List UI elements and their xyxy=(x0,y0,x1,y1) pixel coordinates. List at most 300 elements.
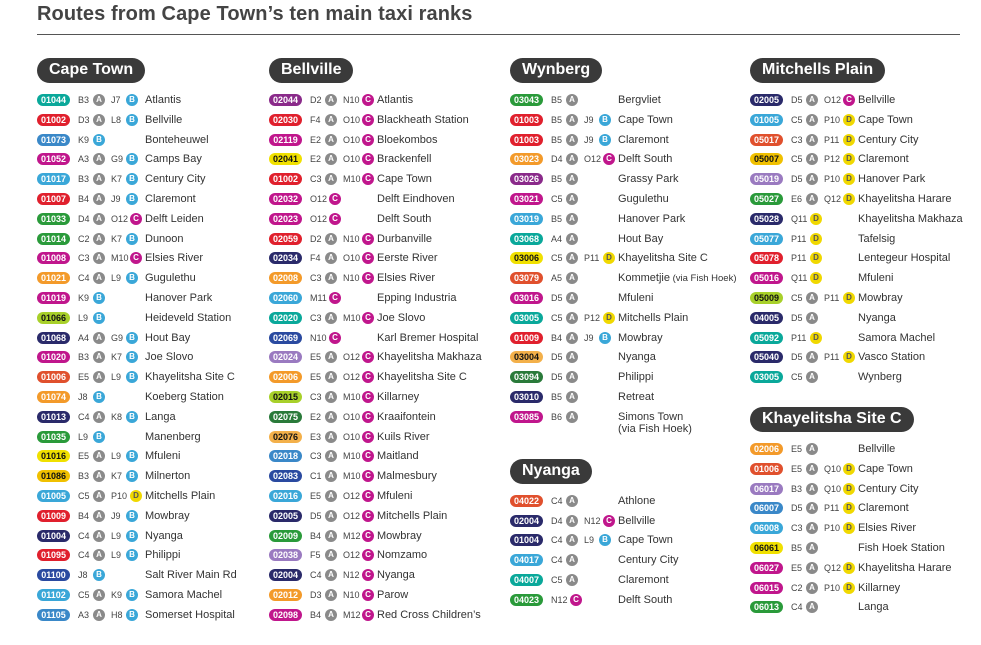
route-row[interactable] xyxy=(37,171,206,191)
route-row[interactable] xyxy=(510,211,686,231)
area-D-icon: D xyxy=(843,134,855,146)
route-row[interactable] xyxy=(510,92,661,112)
route-row[interactable] xyxy=(510,349,656,369)
route-row[interactable] xyxy=(510,191,669,211)
grid-ref: D5 xyxy=(310,510,322,521)
destination-name: Cape Town xyxy=(858,462,913,475)
column-2 xyxy=(269,58,482,645)
destination-name: Delft Eindhoven xyxy=(377,192,455,205)
destination-name: Mitchells Plain xyxy=(618,311,689,324)
destination-name: Killarney xyxy=(377,390,420,403)
route-row[interactable] xyxy=(750,270,914,290)
route-code-badge: 02038 xyxy=(269,549,302,561)
route-code-badge: 04017 xyxy=(510,554,543,566)
grid-ref: A5 xyxy=(551,273,563,284)
grid-ref: M12 xyxy=(343,609,361,620)
area-B-icon: B xyxy=(126,510,138,522)
destination-name: Century City xyxy=(858,482,919,495)
route-row[interactable] xyxy=(750,369,914,389)
area-A-icon: A xyxy=(806,94,818,106)
area-A-icon: A xyxy=(566,173,578,185)
destination-name: Bellville xyxy=(145,113,183,126)
area-A-icon: A xyxy=(806,562,818,574)
area-A-icon: A xyxy=(93,153,105,165)
route-row[interactable] xyxy=(750,132,919,152)
grid-ref: C4 xyxy=(551,495,563,506)
route-row[interactable] xyxy=(37,211,204,231)
grid-ref: J9 xyxy=(111,510,121,521)
destination-name: Fish Hoek Station xyxy=(858,541,945,554)
route-row[interactable] xyxy=(269,211,432,231)
destination-name: Hanover Park xyxy=(145,291,213,304)
grid-ref: C3 xyxy=(310,312,322,323)
route-row[interactable] xyxy=(750,112,914,132)
area-B-icon: B xyxy=(126,332,138,344)
route-code-badge: 05078 xyxy=(750,252,783,264)
route-row[interactable] xyxy=(750,349,926,369)
title-divider xyxy=(37,34,960,35)
route-row[interactable] xyxy=(750,461,914,481)
route-row[interactable] xyxy=(37,547,181,567)
route-row[interactable] xyxy=(750,211,963,231)
destination-name: Dunoon xyxy=(145,232,184,245)
grid-ref: K9 xyxy=(78,292,90,303)
area-A-icon: A xyxy=(325,411,337,423)
route-row[interactable] xyxy=(269,132,438,152)
route-row[interactable] xyxy=(37,92,182,112)
route-row[interactable] xyxy=(750,151,914,171)
destination-name: Lentegeur Hospital xyxy=(858,252,951,265)
route-row[interactable] xyxy=(37,409,176,429)
route-row[interactable] xyxy=(510,231,664,251)
area-A-icon: A xyxy=(325,94,337,106)
grid-ref: C4 xyxy=(310,570,322,581)
area-C-icon: C xyxy=(329,292,341,304)
area-A-icon: A xyxy=(806,443,818,455)
grid-ref: B5 xyxy=(551,114,563,125)
route-row[interactable] xyxy=(510,493,656,513)
destination-name: Delft Leiden xyxy=(145,212,204,225)
route-row[interactable] xyxy=(269,508,448,528)
destination-name: Samora Machel xyxy=(145,588,223,601)
area-A-icon: A xyxy=(93,272,105,284)
grid-ref: B4 xyxy=(310,609,322,620)
route-row[interactable] xyxy=(269,547,428,567)
grid-ref: B5 xyxy=(551,95,563,105)
grid-ref: D4 xyxy=(551,515,563,526)
grid-ref: O12 xyxy=(343,372,361,383)
area-A-icon: A xyxy=(325,569,337,581)
grid-ref: O10 xyxy=(343,411,361,422)
area-A-icon: A xyxy=(325,351,337,363)
route-row[interactable] xyxy=(37,488,216,508)
route-code-badge: 05077 xyxy=(750,233,783,245)
area-A-icon: A xyxy=(325,233,337,245)
route-row[interactable] xyxy=(510,572,669,592)
grid-ref: P10 xyxy=(824,114,841,125)
area-A-icon: A xyxy=(566,554,578,566)
route-row[interactable] xyxy=(269,231,433,251)
route-row[interactable] xyxy=(750,330,936,350)
route-row[interactable] xyxy=(510,290,654,310)
grid-ref: M10 xyxy=(343,312,361,323)
area-A-icon: A xyxy=(806,134,818,146)
destination-name: Joe Slovo xyxy=(377,311,426,324)
route-code-badge: 01102 xyxy=(37,589,70,601)
destination-name: Bergvliet xyxy=(618,94,661,106)
area-B-icon: B xyxy=(93,569,105,581)
route-row[interactable] xyxy=(37,389,224,409)
grid-ref: C2 xyxy=(78,233,90,244)
area-A-icon: A xyxy=(806,114,818,126)
route-row[interactable] xyxy=(510,310,689,330)
route-row[interactable] xyxy=(37,112,183,132)
route-code-badge: 01014 xyxy=(37,233,70,245)
route-code-badge: 02076 xyxy=(269,431,302,443)
area-C-icon: C xyxy=(362,134,374,146)
grid-ref: N12 xyxy=(343,570,360,581)
route-row[interactable] xyxy=(37,250,204,270)
destination-name: Delft South xyxy=(377,212,432,225)
destination-name: Cape Town xyxy=(618,534,673,547)
grid-ref: F4 xyxy=(310,253,321,264)
route-code-badge: 01005 xyxy=(37,490,70,502)
destination-name: Maitland xyxy=(377,450,419,463)
route-row[interactable] xyxy=(37,468,191,488)
area-B-icon: B xyxy=(599,534,611,546)
area-C-icon: C xyxy=(329,332,341,344)
grid-ref: J8 xyxy=(78,391,88,402)
route-row[interactable] xyxy=(37,270,196,290)
grid-ref: O10 xyxy=(343,253,361,264)
destination-note: (via Fish Hoek) xyxy=(618,422,692,435)
area-B-icon: B xyxy=(126,470,138,482)
grid-ref: A4 xyxy=(551,233,563,244)
area-A-icon: A xyxy=(806,351,818,363)
route-row[interactable] xyxy=(269,250,438,270)
grid-ref: P11 xyxy=(584,253,600,264)
route-code-badge: 01074 xyxy=(37,391,70,403)
area-D-icon: D xyxy=(843,153,855,165)
route-row[interactable] xyxy=(510,532,673,552)
route-row[interactable] xyxy=(269,409,436,429)
route-row[interactable] xyxy=(37,369,235,389)
route-row[interactable] xyxy=(510,112,673,132)
route-row[interactable] xyxy=(510,592,673,612)
grid-ref: P11 xyxy=(791,233,807,244)
area-C-icon: C xyxy=(130,252,142,264)
rank-header: Cape Town xyxy=(37,58,145,83)
grid-ref: E6 xyxy=(791,193,803,204)
route-row[interactable] xyxy=(37,330,191,350)
route-row[interactable] xyxy=(37,567,237,587)
route-row[interactable] xyxy=(269,488,413,508)
grid-ref: E5 xyxy=(310,372,322,383)
grid-ref: C3 xyxy=(791,134,803,145)
route-row[interactable] xyxy=(750,441,914,461)
route-row[interactable] xyxy=(750,599,914,619)
route-row[interactable] xyxy=(269,270,436,290)
route-code-badge: 02030 xyxy=(269,114,302,126)
route-row[interactable] xyxy=(750,310,914,330)
route-row[interactable] xyxy=(269,567,415,587)
area-A-icon: A xyxy=(93,371,105,383)
route-row[interactable] xyxy=(37,151,202,171)
route-row[interactable] xyxy=(750,92,914,112)
route-row[interactable] xyxy=(510,270,737,290)
area-C-icon: C xyxy=(362,351,374,363)
grid-ref: O10 xyxy=(343,134,361,145)
route-code-badge: 02069 xyxy=(269,332,302,344)
route-row[interactable] xyxy=(269,369,467,389)
route-code-badge: 03006 xyxy=(510,252,543,264)
route-row[interactable] xyxy=(510,330,663,350)
area-A-icon: A xyxy=(325,530,337,542)
route-row[interactable] xyxy=(37,132,209,152)
area-A-icon: A xyxy=(325,371,337,383)
route-row[interactable] xyxy=(269,349,482,369)
route-row[interactable] xyxy=(750,560,952,580)
route-code-badge: 03016 xyxy=(510,292,543,304)
route-row[interactable] xyxy=(37,448,181,468)
destination-name: Joe Slovo xyxy=(145,351,194,364)
destination-name: Koeberg Station xyxy=(145,390,224,403)
grid-ref: N10 xyxy=(310,332,327,343)
area-D-icon: D xyxy=(843,114,855,126)
grid-ref: B4 xyxy=(551,332,563,343)
destination-name: Bonteheuwel xyxy=(145,133,209,146)
route-row[interactable] xyxy=(269,448,419,468)
route-row[interactable] xyxy=(750,231,914,251)
route-row[interactable] xyxy=(37,508,190,528)
area-C-icon: C xyxy=(570,594,582,606)
destination-name: Nomzamo xyxy=(377,549,428,562)
route-code-badge: 04023 xyxy=(510,594,543,606)
area-B-icon: B xyxy=(126,193,138,205)
route-row[interactable] xyxy=(750,171,926,191)
route-code-badge: 02015 xyxy=(269,391,302,403)
destination-name: Bellville xyxy=(618,514,656,527)
grid-ref: C5 xyxy=(551,574,563,585)
route-row[interactable] xyxy=(269,389,420,409)
grid-ref: C5 xyxy=(791,114,803,125)
area-B-icon: B xyxy=(126,371,138,383)
route-row[interactable] xyxy=(269,429,430,449)
area-A-icon: A xyxy=(566,153,578,165)
area-D-icon: D xyxy=(843,483,855,495)
grid-ref: B3 xyxy=(78,471,90,482)
route-row[interactable] xyxy=(37,290,213,310)
destination-name: Bellville xyxy=(858,94,896,106)
route-row[interactable] xyxy=(37,231,184,251)
route-row[interactable] xyxy=(269,587,409,607)
area-B-icon: B xyxy=(599,134,611,146)
grid-ref: K7 xyxy=(111,174,123,185)
area-D-icon: D xyxy=(843,463,855,475)
grid-ref: C4 xyxy=(78,273,90,284)
grid-ref: C3 xyxy=(310,451,322,462)
grid-ref: D5 xyxy=(551,372,563,383)
route-row[interactable] xyxy=(37,310,232,330)
grid-ref: L9 xyxy=(78,431,89,442)
grid-ref: F4 xyxy=(310,114,321,125)
area-A-icon: A xyxy=(93,549,105,561)
destination-name: Nyanga xyxy=(145,529,183,542)
route-row[interactable] xyxy=(269,290,457,310)
route-row[interactable] xyxy=(269,330,479,350)
route-row[interactable] xyxy=(750,290,914,310)
grid-ref: D3 xyxy=(310,589,322,600)
route-row[interactable] xyxy=(510,552,679,572)
grid-ref: C4 xyxy=(78,530,90,541)
route-row[interactable] xyxy=(510,369,654,389)
area-B-icon: B xyxy=(599,114,611,126)
destination-name: Simons Town xyxy=(618,410,684,423)
rank-section xyxy=(269,58,482,627)
area-A-icon: A xyxy=(93,114,105,126)
grid-ref: E5 xyxy=(791,463,803,474)
area-A-icon: A xyxy=(566,233,578,245)
route-row[interactable] xyxy=(37,429,201,449)
route-code-badge: 03023 xyxy=(510,153,543,165)
grid-ref: K7 xyxy=(111,233,123,244)
area-B-icon: B xyxy=(126,153,138,165)
route-row[interactable] xyxy=(37,349,194,369)
route-code-badge: 01009 xyxy=(510,332,543,344)
route-row[interactable] xyxy=(269,171,432,191)
grid-ref: M10 xyxy=(343,451,361,462)
route-code-badge: 02005 xyxy=(750,94,783,106)
route-row[interactable] xyxy=(269,191,455,211)
route-code-badge: 01035 xyxy=(37,431,70,443)
grid-ref: D5 xyxy=(791,95,803,105)
area-D-icon: D xyxy=(810,233,822,245)
area-A-icon: A xyxy=(93,173,105,185)
grid-ref: C5 xyxy=(791,154,803,165)
area-D-icon: D xyxy=(843,522,855,534)
rank-header: Khayelitsha Site C xyxy=(750,407,914,432)
area-B-icon: B xyxy=(126,114,138,126)
area-D-icon: D xyxy=(603,252,615,264)
route-row[interactable] xyxy=(269,112,469,132)
route-code-badge: 01100 xyxy=(37,569,70,581)
area-D-icon: D xyxy=(843,292,855,304)
route-row[interactable] xyxy=(269,92,414,112)
grid-ref: L9 xyxy=(111,451,122,462)
destination-name: Cape Town xyxy=(377,173,432,186)
route-row[interactable] xyxy=(750,191,952,211)
route-row[interactable] xyxy=(510,389,655,409)
route-code-badge: 01002 xyxy=(269,173,302,185)
area-A-icon: A xyxy=(325,589,337,601)
grid-ref: C2 xyxy=(791,582,803,593)
route-row[interactable] xyxy=(269,528,422,548)
grid-ref: B6 xyxy=(551,411,563,422)
grid-ref: P11 xyxy=(824,352,840,363)
route-row[interactable] xyxy=(510,409,692,441)
route-code-badge: 01003 xyxy=(510,134,543,146)
grid-ref: C4 xyxy=(791,602,803,613)
route-row[interactable] xyxy=(269,310,426,330)
destination-name: Karl Bremer Hospital xyxy=(377,331,479,344)
grid-ref: Q11 xyxy=(791,273,808,284)
grid-ref: J8 xyxy=(78,570,88,581)
grid-ref: E5 xyxy=(791,562,803,573)
grid-ref: M10 xyxy=(111,253,129,264)
area-C-icon: C xyxy=(362,312,374,324)
route-row[interactable] xyxy=(510,513,656,533)
route-row[interactable] xyxy=(37,587,223,607)
route-code-badge: 06015 xyxy=(750,582,783,594)
route-code-badge: 02024 xyxy=(269,351,302,363)
route-row[interactable] xyxy=(750,250,951,270)
route-row[interactable] xyxy=(510,171,679,191)
destination-name: Eerste River xyxy=(377,252,438,265)
grid-ref: F5 xyxy=(310,550,321,561)
route-row[interactable] xyxy=(750,520,917,540)
area-A-icon: A xyxy=(325,134,337,146)
route-row[interactable] xyxy=(37,191,196,211)
column-1 xyxy=(37,58,237,645)
area-A-icon: A xyxy=(566,94,578,106)
route-code-badge: 03005 xyxy=(510,312,543,324)
area-A-icon: A xyxy=(806,522,818,534)
area-B-icon: B xyxy=(93,292,105,304)
grid-ref: C3 xyxy=(310,174,322,185)
area-A-icon: A xyxy=(566,411,578,423)
grid-ref: C3 xyxy=(791,523,803,534)
route-row[interactable] xyxy=(37,528,183,548)
destination-name: Parow xyxy=(377,588,409,601)
area-C-icon: C xyxy=(362,450,374,462)
destination-name: Hanover Park xyxy=(618,212,686,225)
route-code-badge: 05016 xyxy=(750,272,783,284)
grid-ref: O12 xyxy=(310,213,328,224)
route-row[interactable] xyxy=(510,132,669,152)
route-code-badge: 02006 xyxy=(269,371,302,383)
grid-ref: E3 xyxy=(310,431,322,442)
grid-ref: J9 xyxy=(111,193,121,204)
area-C-icon: C xyxy=(362,391,374,403)
route-row[interactable] xyxy=(269,151,432,171)
area-B-icon: B xyxy=(126,530,138,542)
grid-ref: E2 xyxy=(310,411,322,422)
route-row[interactable] xyxy=(750,481,919,501)
grid-ref: J9 xyxy=(584,134,594,145)
route-code-badge: 05009 xyxy=(750,292,783,304)
route-code-badge: 03004 xyxy=(510,351,543,363)
area-D-icon: D xyxy=(843,351,855,363)
route-row[interactable] xyxy=(510,151,673,171)
route-row[interactable] xyxy=(750,580,914,600)
grid-ref: B4 xyxy=(78,193,90,204)
area-A-icon: A xyxy=(566,292,578,304)
destination-name: Wynberg xyxy=(858,371,902,384)
destination-name: Khayelitsha Site C xyxy=(145,371,235,384)
route-row[interactable] xyxy=(750,540,945,560)
route-row[interactable] xyxy=(269,468,437,488)
route-row[interactable] xyxy=(750,500,914,520)
route-code-badge: 05040 xyxy=(750,351,783,363)
destination-name: Century City xyxy=(858,133,919,146)
grid-ref: M10 xyxy=(343,391,361,402)
grid-ref: Q11 xyxy=(791,213,808,224)
area-C-icon: C xyxy=(362,173,374,185)
destination-name: Elsies River xyxy=(377,272,436,285)
grid-ref: O10 xyxy=(343,114,361,125)
route-row[interactable] xyxy=(510,250,708,270)
area-A-icon: A xyxy=(806,292,818,304)
